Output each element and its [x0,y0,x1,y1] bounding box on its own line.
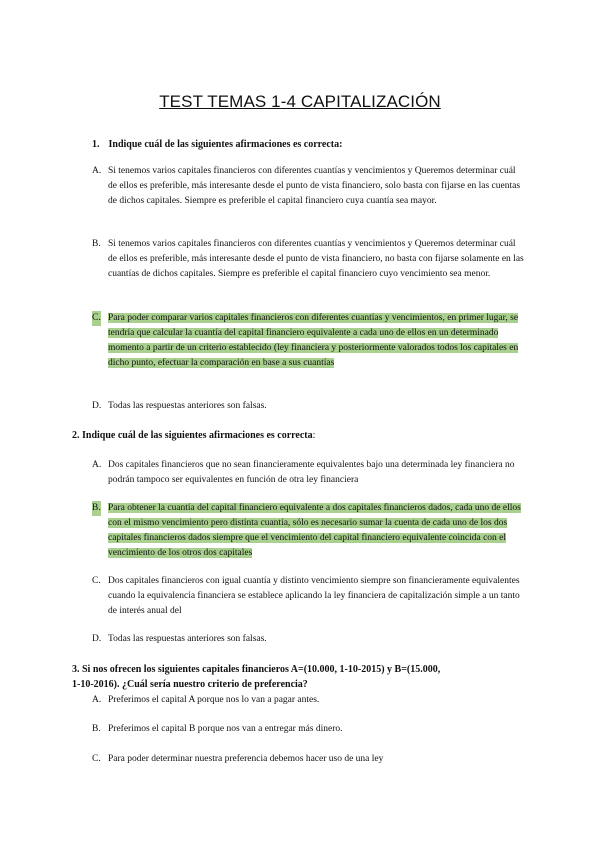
option-text: Preferimos el capital B porque nos van a entregar más dinero. [108,724,343,734]
option-letter: C. [92,576,101,586]
question-number: 3. [72,664,80,675]
q1-option-a [92,164,524,209]
option-text: Preferimos el capital A porque nos lo van a pagar antes. [108,695,320,705]
q1-option-b [92,237,524,282]
option-letter: B. [92,724,101,734]
q2-option-b-correct [92,501,524,561]
q3-option-c [92,752,524,767]
option-letter: D. [92,401,102,411]
q3-option-a [92,693,524,708]
q1-option-d [92,399,524,414]
page-title: TEST TEMAS 1-4 CAPITALIZACIÓN [159,92,441,111]
option-text: Dos capitales financieros con igual cuantía y distinto vencimiento siempre son financieramente equivalentes cuando la equivalencia financiera se establece aplicando la ley financiera de capitalización simple a un tanto de interés anual del [108,576,520,616]
option-text: Si tenemos varios capitales financieros con diferentes cuantías y vencimientos y Queremos determinar cuál de ellos es preferible, más interesante desde el punto de vista financiero, solo basta con fijarse en las cuentas de dichos capitales. Siempre es preferible el capital financiero cuya cuantía sea mayor. [108,166,521,206]
option-text: Para poder determinar nuestra preferencia debemos hacer uso de una ley [108,754,384,764]
option-letter: C. [92,311,101,326]
option-letter: B. [92,239,101,249]
option-letter: A. [92,460,102,470]
q2-option-c [92,574,524,619]
question-text: Indique cuál de las siguientes afirmaciones es correcta [82,430,313,441]
option-text-highlighted: Para obtener la cuantía del capital financiero equivalente a dos capitales financieros dados, cada uno de ellos con el mismo vencimiento pero distinta cuantía, sólo es necesario sumar la cuenta de cada uno de los dos capitales financieros dados siempre que el vencimiento del capital financiero equivalente coincida con el vencimiento de los otros dos capitales [108,503,521,558]
question-suffix: : [312,430,316,441]
question-1-heading [92,137,522,152]
question-text: Indique cuál de las siguientes afirmaciones es correcta: [108,139,343,150]
question-3-heading [72,662,542,692]
option-letter: C. [92,754,101,764]
question-2-heading [72,428,532,443]
option-letter: B. [92,501,101,516]
question-number: 2. [72,430,80,441]
option-letter: A. [92,695,102,705]
option-letter: D. [92,634,102,644]
q2-option-d [92,632,524,647]
option-text: Todas las respuestas anteriores son falsas. [108,401,267,411]
option-text: Todas las respuestas anteriores son falsas. [108,634,267,644]
question-number: 1. [92,139,100,150]
option-letter: A. [92,166,102,176]
q3-option-b [92,722,524,737]
question-text-line-1: Si nos ofrecen los siguientes capitales financieros A=(10.000, 1-10-2015) y B=(15.000, [82,664,441,675]
question-text-line-2: 1-10-2016). ¿Cuál sería nuestro criterio de preferencia? [72,679,308,690]
option-text: Dos capitales financieros que no sean financieramente equivalentes bajo una determinada ley financiera no podrán tampoco ser equivalentes en función de otra ley financiera [108,460,515,485]
q1-option-c-correct [92,311,524,371]
q2-option-a [92,458,524,488]
option-text-highlighted: Para poder comparar varios capitales financieros con diferentes cuantías y vencimientos, en primer lugar, se tendría que calcular la cuantía del capital financiero equivalente a cada uno de ellos en un determinado momento a partir de un criterio establecido (ley financiera y posteriormente valorados todos los capitales en dicho punto, efectuar la comparación en base a sus cuantías [108,313,519,368]
option-text: Si tenemos varios capitales financieros con diferentes cuantías y vencimientos y Queremos determinar cuál de ellos es preferible, más interesante desde el punto de vista financiero, no basta con fijarse solamente en las cuantías de dichos capitales. Siempre es preferible el capital financiero cuyo vencimiento sea menor. [108,239,524,279]
